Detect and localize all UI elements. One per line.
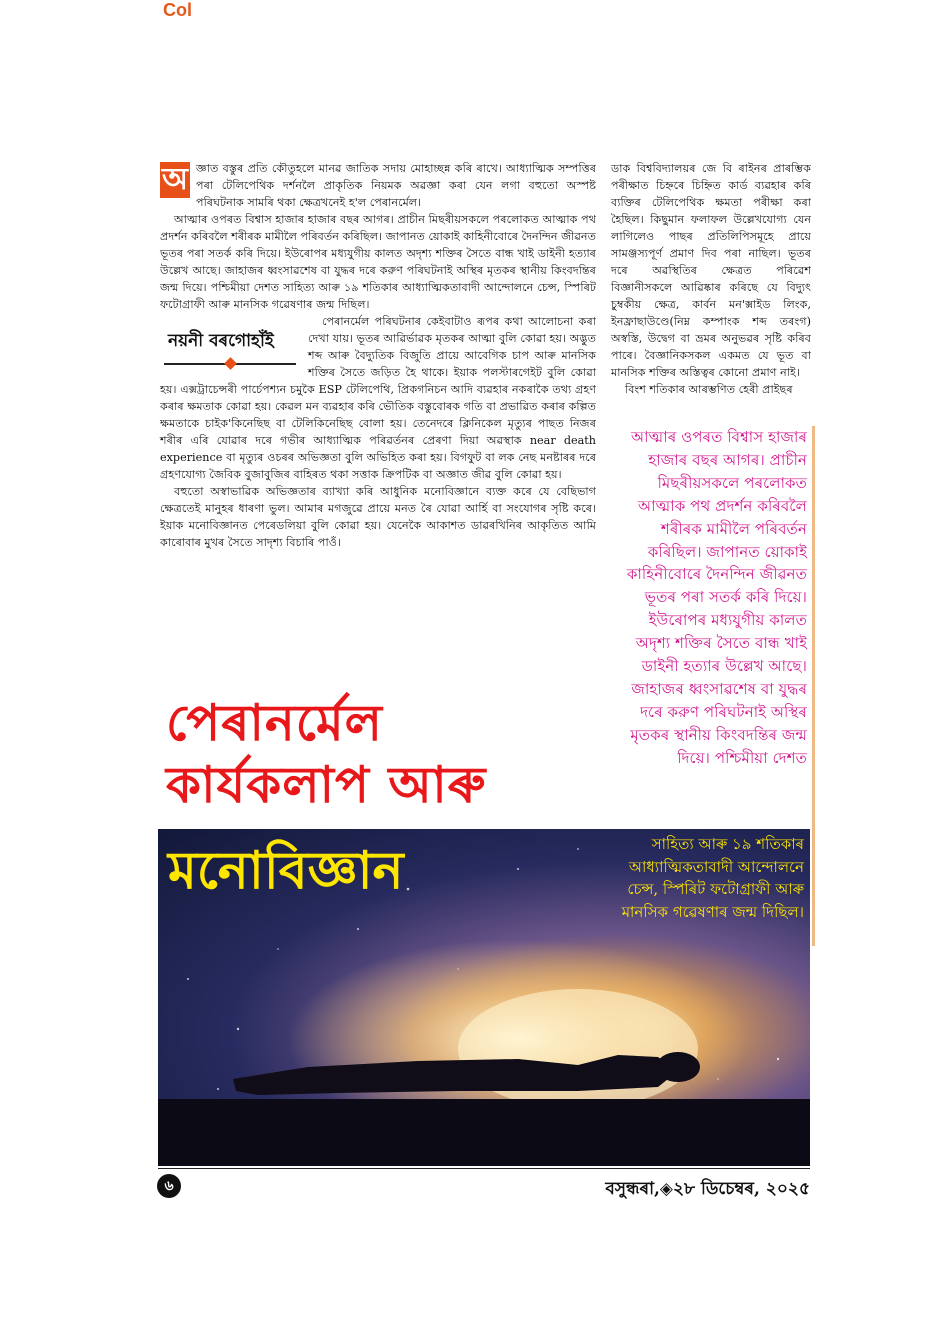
article-paragraph: আত্মাৰ ওপৰত বিশ্বাস হাজাৰ হাজাৰ বছৰ আগৰ। প্ৰাচীন মিছৰীয়সকলে পৰলোকত আত্মাক পথ প্ৰদৰ্শন কৰিবলৈ শৰীৰক মামীলৈ পৰিবৰ্তন কৰিছিল। জাপানত য়োকাই কাহিনীবোৰে দৈনন্দিন জীৱনত ভূতৰ পৰা সতৰ্ক কৰি দিয়ে। ইউৰোপৰ মধ্যযুগীয় কালত অদৃশ্য শক্তিৰ সৈতে বান্ধ খাই ডাইনী হত্যাৰ উল্লেখ আছে। জাহাজৰ ধ্বংসাৱশেষ বা যুদ্ধৰ দৰে করুণ পৰিঘটনাই অস্থিৰ মৃতকৰ স্থানীয় কিংবদন্তিৰ জন্ম দিয়ে। পশ্চিমীয়া দেশত সাহিত্য আৰু ১৯ শতিকাৰ আধ্যাত্মিকতাবাদী আন্দোলনে চেন্স, স্পিৰিট ফটোগ্ৰাফী আৰু মানসিক গৱেষণাৰ জন্ম দিছিল। — [160, 213, 596, 311]
byline-block — [160, 329, 300, 377]
footer-rule — [158, 1168, 810, 1169]
hero-image — [158, 829, 810, 1166]
article-column-left — [160, 160, 596, 630]
dropcap: অ — [160, 162, 190, 198]
corner-tag: Col — [163, 0, 192, 20]
hero-title: মনোবিজ্ঞান — [168, 841, 404, 901]
diamond-icon — [224, 357, 237, 370]
article-paragraph: ডাক বিশ্ববিদ্যালয়ৰ জে বি ৰাইনৰ প্ৰাৰম্ভিক পৰীক্ষাত চিহ্নৰে চিহ্নিত কাৰ্ড ব্যৱহাৰ কৰি ব্যক্তিৰ টেলিপেথিক ক্ষমতা পৰীক্ষা কৰা হৈছিল। কিছুমান ফলাফল উল্লেখযোগ্য যেন লাগিলেও পাছৰ প্ৰতিলিপিসমূহে প্ৰায়ে সামঞ্জস্যপূৰ্ণ প্ৰমাণ দিব পৰা নাছিল। ভূতৰ দৰে অৱস্থিতিৰ ক্ষেত্ৰত পৰিৱেশ বিজ্ঞানীসকলে আৱিষ্কাৰ কৰিছে যে বিদ্যুৎ চুম্বকীয় ক্ষেত্ৰ, কাৰ্বন মন'ক্সাইড লিংক, ইনফ্ৰাছাউণ্ডে(নিম্ন কম্পাংক শব্দ তৰংগ) অস্বস্তি, উদ্বেগ বা ভ্ৰমৰ অনুভৱৰ সৃষ্টি কৰিব পাৰে। বৈজ্ঞানিকসকল একমত যে ভূত বা মানসিক শক্তিৰ অস্তিত্বৰ কোনো প্ৰমাণ নাই। — [611, 162, 811, 379]
article-paragraph: বহুতো অস্বাভাৱিক অভিজ্ঞতাৰ ব্যাখ্যা কৰি আধুনিক মনোবিজ্ঞানে ব্যক্ত কৰে যে বেছিভাগ ক্ষেত্ৰতেই মানুহৰ ধাৰণা ভুল। আমাৰ মগজুৱে প্ৰায়ে মনত ৰৈ যোৱা আৰ্হি বা সংযোগৰ সৃষ্টি কৰে। ইয়াক মনোবিজ্ঞানত পেৰেডলিয়া বুলি কোৱা হয়। যেনেকৈ আকাশত ডাৱৰখিনিৰ আকৃতিত আমি কাৰোবাৰ মুখৰ সৈতে সাদৃশ্য বিচাৰি পাওঁ। — [160, 485, 596, 549]
article-column-right — [611, 160, 811, 398]
author-byline: নয়নী বৰগোহাঁই — [168, 331, 274, 351]
page-number: ৬ — [157, 1174, 181, 1198]
publication-footer: বসুন্ধৰা,◈২৮ ডিচেম্বৰ, ২০২৫ — [605, 1179, 810, 1199]
intro-paragraph: অ জ্ঞাত বস্তুৰ প্ৰতি কৌতুহলে মানৱ জাতিক সদায় মোহাচ্ছন্ন কৰি ৰাখে। আধ্যাত্মিক সম্পত্তিৰ পৰা টেলিপেথিক দৰ্শনলৈ প্ৰাকৃতিক নিয়মক অৱজ্ঞা কৰা যেন লগা বহুতো অস্পষ্ট পৰিঘটনাক সামৰি থকা ক্ষেত্ৰখনেই হ'ল পেৰানৰ্মেল। — [162, 162, 596, 209]
pull-quote-rule — [812, 426, 815, 946]
article-paragraph: পেৰানৰ্মেল পৰিঘটনাৰ কেইবাটাও ৰূপৰ কথা আলোচনা কৰা দেখা যায়। ভূতৰ আৱিৰ্ভাৱক মৃতকৰ আত্মা বুলি কোৱা হয়। অদ্ভুত শব্দ আৰু বৈদ্যুতিক বিজুতি প্ৰায়ে আবেগিক চাপ আৰু মানসিক শক্তিৰ সৈতে জড়িত হৈ থাকে। ইয়াক পলস্টাৰগেইট বুলি কোৱা হয়। এক্সট্ৰাচেন্সৰী পাৰ্চেপশ্যন চমুকৈ ESP টেলিপেথি, প্ৰিকগনিচন আদি ব্যৱহাৰ নকৰাকৈ তথ্য গ্ৰহণ কৰাৰ ক্ষমতাক কোৱা হয়। কেৱল মন ব্যৱহাৰ কৰি ভৌতিক বস্তুবোৰক গতি বা প্ৰভাৱিত কৰাৰ কল্পিত ক্ষমতাকে চাইক'কিনেছিছ বা টেলিকিনেছিছ বোলা হয়। তেনেদৰে ক্লিনিকেল মৃত্যুৰ পাছত নিজৰ শৰীৰ এৰি যোৱাৰ দৰে গভীৰ আধ্যাত্মিক পৰিৱৰ্তনৰ প্ৰেৰণা দিয়া অৱস্থাক near death experience বা মৃত্যুৰ ওচৰৰ অভিজ্ঞতা বুলি অভিহিত কৰা হয়। বিগফুট বা লক নেছ মনষ্টাৰৰ দৰে গ্ৰহণযোগ্য জৈবিক বুজাবুজিৰ বাহিৰত থকা সত্তাক ক্ৰিপটিক বা অজ্ঞাত জীৱ বুলি কোৱা হয়। — [160, 315, 596, 481]
headline-line-2: কাৰ্যকলাপ আৰু — [166, 755, 487, 814]
hero-caption: সাহিত্য আৰু ১৯ শতিকাৰ আধ্যাত্মিকতাবাদী আন্দোলনে চেন্স, স্পিৰিট ফটোগ্ৰাফী আৰু মানসিক গৱেষণাৰ জন্ম দিছিল। — [621, 835, 804, 921]
article-paragraph: বিংশ শতিকাৰ আৰম্ভণিত হেৰী প্ৰাইছৰ — [625, 383, 793, 396]
headline — [166, 692, 486, 816]
pull-quote: আত্মাৰ ওপৰত বিশ্বাস হাজাৰ হাজাৰ বছৰ আগৰ। প্ৰাচীন মিছৰীয়সকলে পৰলোকত আত্মাক পথ প্ৰদৰ্শন কৰিবলৈ শৰীৰক মামীলৈ পৰিবৰ্তন কৰিছিল। জাপানত য়োকাই কাহিনীবোৰে দৈনন্দিন জীৱনত ভূতৰ পৰা সতৰ্ক কৰি দিয়ে। ইউৰোপৰ মধ্যযুগীয় কালত অদৃশ্য শক্তিৰ সৈতে বান্ধ খাই ডাইনী হত্যাৰ উল্লেখ আছে। জাহাজৰ ধ্বংসাৱশেষ বা যুদ্ধৰ দৰে করুণ পৰিঘটনাই অস্থিৰ মৃতকৰ স্থানীয় কিংবদন্তিৰ জন্ম দিয়ে। পশ্চিমীয়া দেশত — [626, 428, 807, 767]
headline-line-1: পেৰানৰ্মেল — [166, 693, 383, 752]
